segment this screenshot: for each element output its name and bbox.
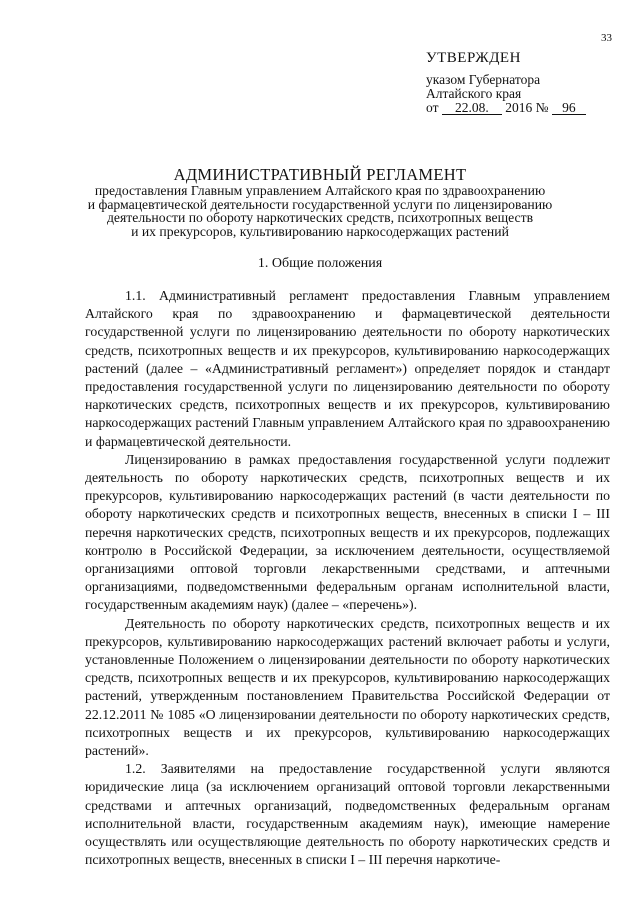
decree-date: 22.08.	[442, 101, 502, 115]
decree-number: 96	[552, 101, 586, 115]
document-body	[85, 287, 610, 870]
title-sub-line: деятельности по обороту наркотических средств, психотропных веществ	[106, 210, 534, 225]
paragraph: 1.2. Заявителями на предоставление государственной услуги являются юридические лица (за исключением организаций оптовой торговли лекарственными средствами и аптечных организаций, подведомственных федеральным органам исполнительной власти, государственным академиям наук), имеющие намерение осуществлять или осуществляющие деятельность по обороту наркотических средств и психотропных веществ, внесенных в списки I – III перечня наркотиче-	[85, 761, 610, 868]
decree-line: указом Губернатора	[426, 72, 541, 87]
approved-label: УТВЕРЖДЕН	[426, 50, 521, 66]
region-line: Алтайского края	[426, 86, 522, 101]
title-main: АДМИНИСТРАТИВНЫЙ РЕГЛАМЕНТ	[173, 165, 467, 184]
paragraph: Деятельность по обороту наркотических средств, психотропных веществ и их прекурсоров, культивированию наркосодержащих растений включает работы и услуги, установленные Положением о лицензировании деятельности по обороту наркотических средств, психотропных веществ и их прекурсоров, культивированию наркосодержащих растений, утвержденным постановлением Правительства Российской Федерации от 22.12.2011 № 1085 «О лицензировании деятельности по обороту наркотических средств, психотропных веществ и их прекурсоров, культивированию наркосодержащих растений».	[85, 615, 610, 759]
paragraph: 1.1. Административный регламент предоставления Главным управлением Алтайского края по здравоохранению и фармацевтической деятельности государственной услуги по лицензированию деятельности по обороту наркотических средств, психотропных веществ и их прекурсоров, культивированию наркосодержащих растений (далее – «Административный регламент») определяет порядок и стандарт предоставления государственной услуги по лицензированию деятельности по обороту наркотических средств, психотропных веществ и их прекурсоров, культивированию наркосодержащих растений Главным управлением Алтайского края по здравоохранению и фармацевтической деятельности.	[85, 288, 610, 449]
decree-year-number: 2016 №	[505, 100, 549, 115]
approval-stamp	[426, 50, 626, 115]
section-heading: 1. Общие положения	[257, 256, 383, 271]
from-prefix: от	[426, 100, 439, 115]
paragraph: Лицензированию в рамках предоставления государственной услуги подлежит деятельность по обороту наркотических средств, психотропных веществ и их прекурсоров, культивированию наркосодержащих растений (в части деятельности по обороту наркотических средств и психотропных веществ, внесенных в списки I – III перечня наркотических средств, психотропных веществ и их прекурсоров, подлежащих контролю в Российской Федерации, за исключением деятельности, осуществляемой организациями оптовой торговли лекарственными средствами, и аптечными организациями, подведомственными федеральным органам исполнительной власти, государственным академиям наук) (далее – «перечень»).	[85, 451, 610, 613]
date-line	[426, 101, 626, 115]
title-sub-line: предоставления Главным управлением Алтайского края по здравоохранению	[94, 183, 546, 198]
title-sub-line: и их прекурсоров, культивированию наркосодержащих растений	[131, 223, 509, 239]
page-number: 33	[601, 32, 612, 44]
document-title	[40, 166, 600, 238]
title-sub-line: и фармацевтической деятельности государственной услуги по лицензированию	[87, 196, 553, 212]
